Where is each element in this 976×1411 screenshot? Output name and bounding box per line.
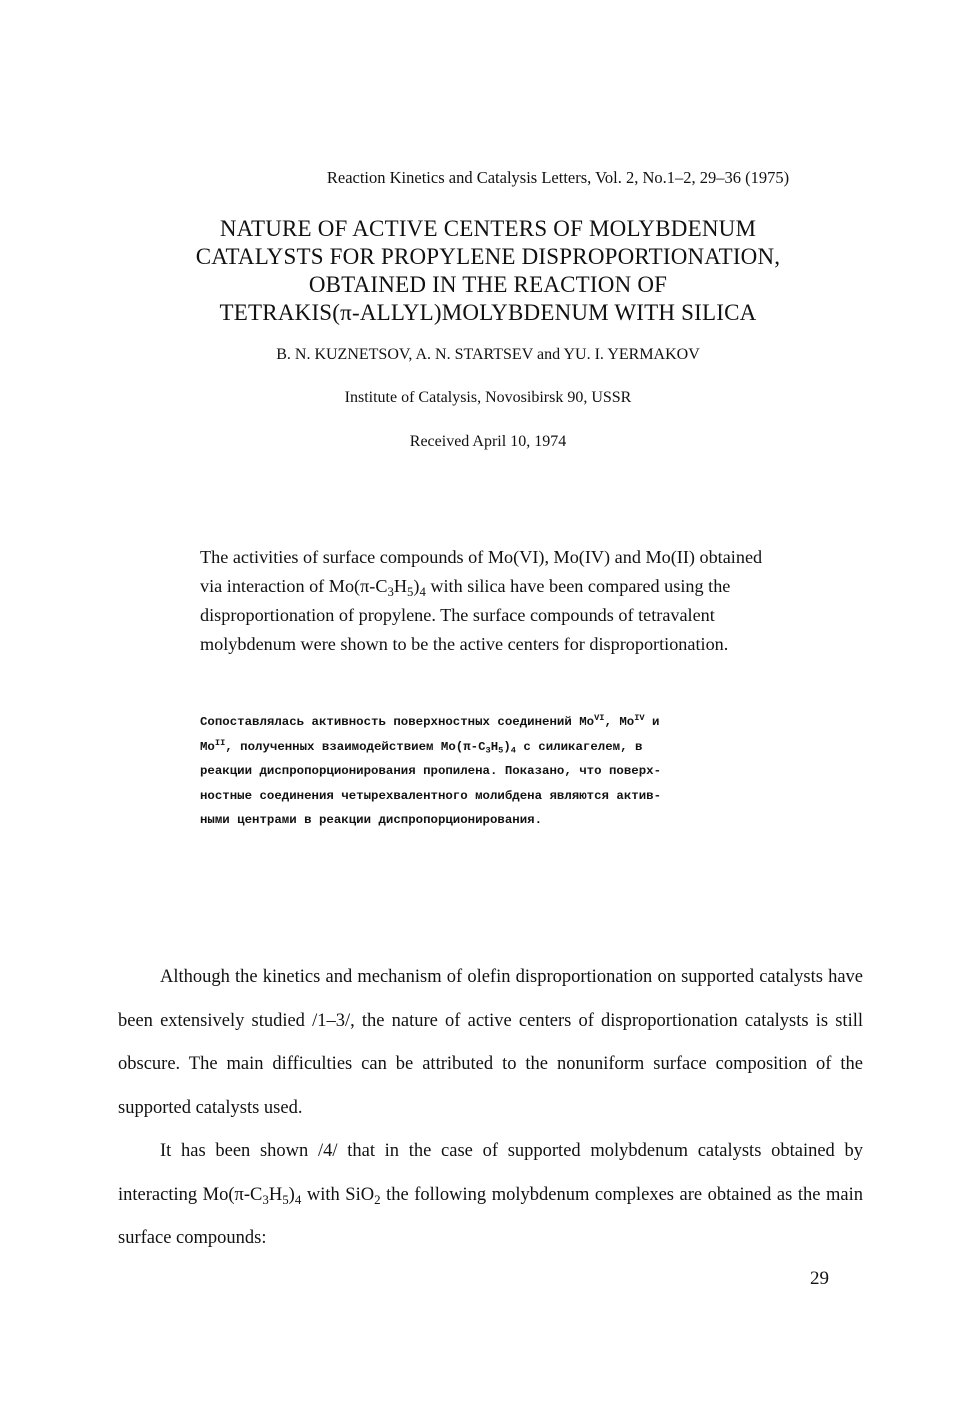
abstract-ru-line-5: ными центрами в реакции диспропорционирования. [200,813,543,827]
authors: B. N. KUZNETSOV, A. N. STARTSEV and YU. I. YERMAKOV [276,346,700,363]
body-paragraph-2: It has been shown /4/ that in the case of supported molybdenum catalysts obtained by interacting $Mo(\pi-C_3H_5)_4$ with SiO$_2$ the following molybdenum complexes are obtained as the main surface compounds: [118,1141,863,1248]
abstract-ru-line-3: реакции диспропорционирования пропилена. Показано, что поверх- [200,764,662,778]
abstract-en-line-2: via interaction of $Mo(\pi-C_3H_5)_4$ with silica have been compared using the [200,576,731,599]
abstract-ru-line-4: ностные соединения четырехвалентного молибдена являются актив- [200,788,662,803]
abstract-en-line-3: disproportionation of propylene. The surface compounds of tetravalent [200,605,715,625]
page-number: 29 [810,1268,829,1289]
journal-citation: Reaction Kinetics and Catalysis Letters, Vol. 2, No.1–2, 29–36 (1975) [326,168,790,187]
body-paragraph-1: Although the kinetics and mechanism of olefin disproportionation on supported catalysts have been extensively studied /1–3/, the nature of active centers of disproportionation catalysts is still obscure. The main difficulties can be attributed to the nonuniform surface composition of the supported catalysts used. [118,967,863,1118]
abstract-en-line-1: The activities of surface compounds of Mo(VI), Mo(IV) and Mo(II) obtained [200,547,763,567]
title-line-4: TETRAKIS(π-ALLYL)MOLYBDENUM WITH SILICA [219,300,757,325]
abstract-ru-line-1: Сопоставлялась активность поверхностных соединений $Mo^{VI}$, $Mo^{IV}$ и [200,713,660,729]
abstract-russian [200,710,860,833]
article-title [0,215,976,327]
title-line-3: OBTAINED IN THE REACTION OF [308,272,668,297]
body-text [118,956,863,1261]
received-date: Received April 10, 1974 [409,433,567,450]
abstract-ru-line-2: $Mo^{II}$, полученных взаимодействием $Mo(\pi-C_3H_5)_4$ с силикагелем, в [200,737,643,756]
abstract-english [200,543,860,659]
title-line-2: CATALYSTS FOR PROPYLENE DISPROPORTIONATION, [195,244,781,269]
title-line-1: NATURE OF ACTIVE CENTERS OF MOLYBDENUM [219,216,757,241]
affiliation: Institute of Catalysis, Novosibirsk 90, USSR [344,389,632,406]
abstract-en-line-4: molybdenum were shown to be the active centers for disproportionation. [200,634,729,654]
